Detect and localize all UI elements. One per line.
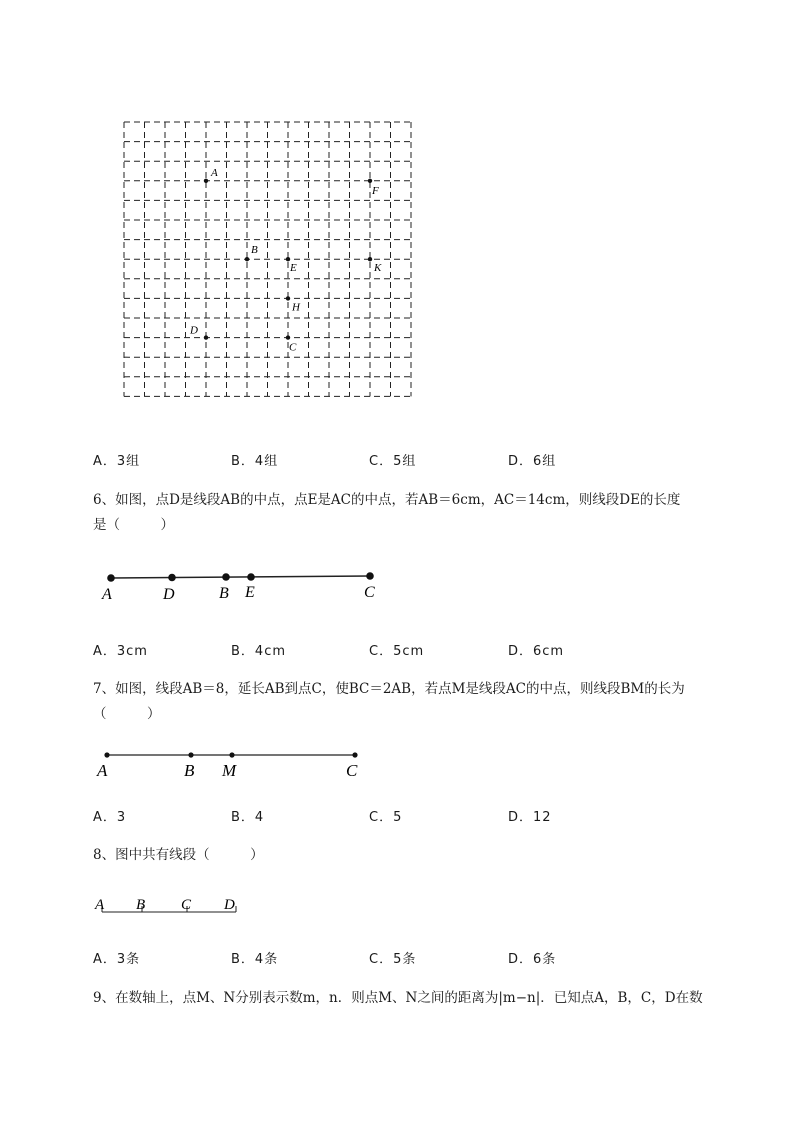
q7-label-c: C: [346, 761, 358, 780]
grid-point-label-c: C: [289, 341, 297, 354]
q7-point-b: [188, 752, 193, 757]
q7-option-b[interactable]: B．4: [231, 810, 265, 825]
q6-option-b[interactable]: B．4cm: [231, 644, 287, 659]
q7-segment-figure: [95, 745, 375, 785]
grid-point-label-h: H: [292, 301, 300, 314]
q7-label-m: M: [222, 761, 237, 780]
q6-point-c: [366, 572, 374, 580]
q5-option-d[interactable]: D．6组: [508, 454, 557, 469]
grid-point-b: [245, 257, 249, 261]
q7-point-a: [104, 752, 109, 757]
q6-text-line1: 6、如图，点D是线段AB的中点，点E是AC的中点，若AB＝6cm，AC＝14cm，则线段DE的长度: [93, 492, 681, 508]
q6-label-d: D: [163, 586, 175, 603]
q7-option-a[interactable]: A．3: [93, 810, 127, 825]
q5-option-c[interactable]: C．5组: [369, 454, 417, 469]
q6-label-b: B: [219, 585, 229, 602]
q7-option-d[interactable]: D．12: [508, 810, 552, 825]
q6-point-e: [247, 573, 255, 581]
q8-label-d: D: [224, 897, 235, 913]
q8-option-d[interactable]: D．6条: [508, 952, 557, 967]
q6-segment-figure: [95, 565, 395, 605]
q8-segment-figure: [93, 892, 253, 922]
q6-label-c: C: [364, 584, 375, 601]
q8-text-line1: 8、图中共有线段（ ）: [93, 847, 264, 863]
q7-label-a: A: [97, 761, 108, 780]
grid-point-a: [204, 179, 208, 183]
q6-point-d: [168, 574, 176, 582]
grid-point-label-f: F: [372, 184, 379, 197]
grid-figure: [118, 117, 418, 402]
q6-option-d[interactable]: D．6cm: [508, 644, 565, 659]
grid-point-label-b: B: [251, 244, 258, 257]
q5-option-b[interactable]: B．4组: [231, 454, 279, 469]
q8-option-a[interactable]: A．3条: [93, 952, 141, 967]
q7-label-b: B: [184, 761, 195, 780]
q6-label-e: E: [245, 584, 255, 601]
q8-label-c: C: [181, 897, 192, 913]
grid-point-k: [368, 257, 372, 261]
q8-option-c[interactable]: C．5条: [369, 952, 417, 967]
grid-point-c: [286, 335, 290, 339]
grid-point-label-d: D: [190, 324, 198, 337]
q6-point-a: [107, 574, 115, 582]
grid-point-e: [286, 257, 290, 261]
q7-point-m: [229, 752, 234, 757]
q8-label-b: B: [136, 897, 146, 913]
q6-option-c[interactable]: C．5cm: [369, 644, 425, 659]
q6-text-line2: 是（ ）: [93, 517, 174, 533]
grid-point-label-e: E: [290, 262, 297, 275]
q6-label-a: A: [102, 586, 112, 603]
grid-point-h: [286, 296, 290, 300]
q8-option-b[interactable]: B．4条: [231, 952, 279, 967]
grid-point-f: [368, 179, 372, 183]
q6-point-b: [222, 573, 230, 581]
q7-point-c: [352, 752, 357, 757]
q7-option-c[interactable]: C．5: [369, 810, 403, 825]
q5-option-a[interactable]: A．3组: [93, 454, 141, 469]
q7-text-line1: 7、如图，线段AB＝8，延长AB到点C，使BC＝2AB，若点M是线段AC的中点，则线段BM的长为: [93, 681, 685, 697]
grid-point-label-k: K: [374, 262, 382, 275]
q6-option-a[interactable]: A．3cm: [93, 644, 148, 659]
q7-text-line2: （ ）: [93, 706, 161, 722]
q8-label-a: A: [95, 897, 105, 913]
grid-point-label-a: A: [211, 166, 218, 179]
q9-text-line1: 9、在数轴上，点M、N分别表示数m，n．则点M、N之间的距离为|m−n|．已知点A，B，C，D在数: [93, 990, 703, 1006]
grid-point-d: [204, 335, 208, 339]
